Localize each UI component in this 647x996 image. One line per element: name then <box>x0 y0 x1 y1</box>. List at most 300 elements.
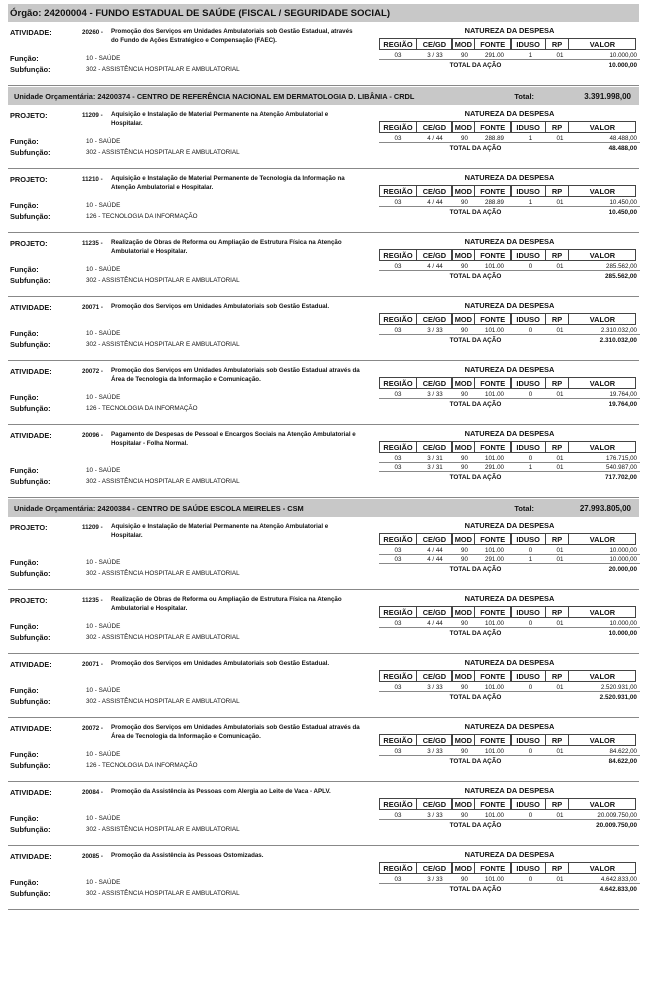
table-row <box>379 555 640 564</box>
col-header-fonte: FONTE <box>474 670 511 682</box>
total-acao-value: 19.764,00 <box>608 401 637 408</box>
cell-regiao: 03 <box>394 875 402 883</box>
action-description: Aquisição e Instalação de Material Permanente na Atenção Ambulatorial e Hospitalar. <box>111 523 329 539</box>
col-header-valor: VALOR <box>568 533 636 545</box>
natureza-despesa-title: NATUREZA DA DESPESA <box>464 594 555 603</box>
cell-valor: 176.715,00 <box>606 454 637 462</box>
col-header-ce-gd: CE/GD <box>416 533 452 545</box>
col-header-ce-gd: CE/GD <box>416 185 452 197</box>
col-header-rp: RP <box>545 441 569 453</box>
col-header-ce-gd: CE/GD <box>416 38 452 50</box>
cell-regiao: 03 <box>394 546 402 554</box>
col-header-ce-gd: CE/GD <box>416 734 452 746</box>
cell-iduso: 1 <box>528 51 533 59</box>
cell-mod: 90 <box>461 619 468 627</box>
subfuncao-value: 302 - ASSISTÊNCIA HOSPITALAR E AMBULATORIAL <box>86 890 240 897</box>
col-header-fonte: FONTE <box>474 862 511 874</box>
col-header-rp: RP <box>545 734 569 746</box>
cell-ce-gd: 3 / 33 <box>427 747 443 755</box>
col-header-iduso: IDUSO <box>511 249 546 261</box>
cell-valor: 10.000,00 <box>609 51 637 59</box>
subfuncao-label: Subfunção: <box>10 276 51 285</box>
table-row <box>379 619 640 628</box>
col-header-regiao: REGIÃO <box>379 606 417 618</box>
funcao-value: 10 - SAÚDE <box>86 330 121 337</box>
uo-total-value: 3.391.998,00 <box>584 91 631 101</box>
col-header-rp: RP <box>545 185 569 197</box>
total-acao-label: TOTAL DA AÇÃO <box>449 145 502 152</box>
expense-table <box>379 236 640 282</box>
col-header-regiao: REGIÃO <box>379 377 417 389</box>
table-header <box>379 798 640 810</box>
cell-valor: 4.642.833,00 <box>600 875 637 883</box>
col-header-iduso: IDUSO <box>511 606 546 618</box>
total-row <box>379 628 640 639</box>
action-description: Promoção dos Serviços em Unidades Ambulatoriais sob Gestão Estadual, através do Fundo de Ações Estratégico e Compensação (FAEC). <box>111 28 353 44</box>
table-header <box>379 862 640 874</box>
cell-fonte: 288.89 <box>485 198 504 206</box>
col-header-mod: MOD <box>452 313 475 325</box>
col-header-mod: MOD <box>452 441 475 453</box>
cell-iduso: 0 <box>528 619 533 627</box>
col-header-ce-gd: CE/GD <box>416 249 452 261</box>
table-row <box>379 747 640 756</box>
col-header-valor: VALOR <box>568 185 636 197</box>
col-header-mod: MOD <box>452 734 475 746</box>
action-type-label: PROJETO: <box>10 111 48 120</box>
col-header-regiao: REGIÃO <box>379 533 417 545</box>
action-type-label: ATIVIDADE: <box>10 303 52 312</box>
cell-fonte: 101.00 <box>485 546 504 554</box>
table-row <box>379 811 640 820</box>
col-header-rp: RP <box>545 862 569 874</box>
cell-mod: 90 <box>461 875 468 883</box>
action-type-label: PROJETO: <box>10 596 48 605</box>
action-description: Promoção dos Serviços em Unidades Ambulatoriais sob Gestão Estadual. <box>111 303 330 310</box>
table-row <box>379 134 640 143</box>
action-description: Realização de Obras de Reforma ou Ampliação de Estrutura Física na Atenção Ambulatorial e Hospitalar. <box>111 239 342 255</box>
cell-valor: 19.764,00 <box>609 390 637 398</box>
total-acao-label: TOTAL DA AÇÃO <box>449 758 502 765</box>
table-header <box>379 313 640 325</box>
total-acao-value: 10.000,00 <box>608 62 637 69</box>
action-code: 11209 - <box>82 524 103 531</box>
col-header-rp: RP <box>545 798 569 810</box>
subfuncao-value: 302 - ASSISTÊNCIA HOSPITALAR E AMBULATORIAL <box>86 478 240 485</box>
cell-rp: 01 <box>556 747 564 755</box>
total-acao-value: 10.000,00 <box>608 630 637 637</box>
cell-mod: 90 <box>461 811 468 819</box>
col-header-rp: RP <box>545 121 569 133</box>
cell-ce-gd: 4 / 44 <box>427 198 443 206</box>
action-block <box>8 105 639 169</box>
col-header-valor: VALOR <box>568 38 636 50</box>
action-block <box>8 654 639 718</box>
cell-fonte: 101.00 <box>485 326 504 334</box>
col-header-mod: MOD <box>452 377 475 389</box>
uo-title: Unidade Orçamentária: 24200374 - CENTRO DE REFERÊNCIA NACIONAL EM DERMATOLOGIA D. LIBÂNIA - CRDL <box>14 91 415 101</box>
col-header-iduso: IDUSO <box>511 670 546 682</box>
total-acao-label: TOTAL DA AÇÃO <box>449 694 502 701</box>
table-row <box>379 463 640 472</box>
cell-regiao: 03 <box>394 747 402 755</box>
cell-iduso: 0 <box>528 262 533 270</box>
orgao-title: Órgão: 24200004 - FUNDO ESTADUAL DE SAÚDE (FISCAL / SEGURIDADE SOCIAL) <box>10 7 391 19</box>
natureza-despesa-title: NATUREZA DA DESPESA <box>464 658 555 667</box>
total-acao-value: 48.488,00 <box>608 145 637 152</box>
action-code: 11210 - <box>82 176 103 183</box>
cell-iduso: 0 <box>528 875 533 883</box>
cell-fonte: 101.00 <box>485 262 504 270</box>
funcao-value: 10 - SAÚDE <box>86 815 121 822</box>
total-acao-value: 10.450,00 <box>608 209 637 216</box>
funcao-label: Função: <box>10 54 39 63</box>
table-header <box>379 533 640 545</box>
col-header-ce-gd: CE/GD <box>416 606 452 618</box>
uo-total-label: Total: <box>514 503 534 513</box>
col-header-iduso: IDUSO <box>511 441 546 453</box>
subfuncao-label: Subfunção: <box>10 477 51 486</box>
cell-fonte: 101.00 <box>485 747 504 755</box>
subfuncao-value: 302 - ASSISTÊNCIA HOSPITALAR E AMBULATORIAL <box>86 698 240 705</box>
action-description: Promoção da Assistência às Pessoas com Alergia ao Leite de Vaca - APLV. <box>111 788 331 795</box>
col-header-fonte: FONTE <box>474 441 511 453</box>
cell-valor: 285.562,00 <box>606 262 637 270</box>
cell-valor: 10.000,00 <box>609 555 637 563</box>
cell-iduso: 1 <box>528 463 533 471</box>
cell-mod: 90 <box>461 390 468 398</box>
cell-valor: 540.987,00 <box>606 463 637 471</box>
cell-valor: 10.450,00 <box>609 198 637 206</box>
funcao-label: Função: <box>10 329 39 338</box>
action-description: Promoção dos Serviços em Unidades Ambulatoriais sob Gestão Estadual. <box>111 660 330 667</box>
cell-regiao: 03 <box>394 811 402 819</box>
table-header <box>379 249 640 261</box>
action-block <box>8 718 639 782</box>
action-block <box>8 22 639 86</box>
natureza-despesa-title: NATUREZA DA DESPESA <box>464 429 555 438</box>
action-code: 20072 - <box>82 725 103 732</box>
funcao-label: Função: <box>10 265 39 274</box>
cell-rp: 01 <box>556 51 564 59</box>
action-block <box>8 782 639 846</box>
cell-ce-gd: 4 / 44 <box>427 134 443 142</box>
col-header-valor: VALOR <box>568 313 636 325</box>
cell-rp: 01 <box>556 811 564 819</box>
total-acao-label: TOTAL DA AÇÃO <box>449 209 502 216</box>
funcao-label: Função: <box>10 393 39 402</box>
total-row <box>379 820 640 831</box>
total-acao-value: 20.000,00 <box>608 566 637 573</box>
cell-mod: 90 <box>461 683 468 691</box>
table-row <box>379 546 640 555</box>
natureza-despesa-title: NATUREZA DA DESPESA <box>464 850 555 859</box>
cell-ce-gd: 3 / 33 <box>427 683 443 691</box>
cell-rp: 01 <box>556 463 564 471</box>
unidade-orcamentaria-header <box>8 499 639 517</box>
cell-regiao: 03 <box>394 555 402 563</box>
col-header-regiao: REGIÃO <box>379 441 417 453</box>
funcao-value: 10 - SAÚDE <box>86 879 121 886</box>
cell-iduso: 0 <box>528 747 533 755</box>
cell-rp: 01 <box>556 390 564 398</box>
total-acao-value: 4.642.833,00 <box>599 886 637 893</box>
funcao-value: 10 - SAÚDE <box>86 202 121 209</box>
cell-fonte: 288.89 <box>485 134 504 142</box>
natureza-despesa-title: NATUREZA DA DESPESA <box>464 109 555 118</box>
funcao-value: 10 - SAÚDE <box>86 623 121 630</box>
action-code: 20084 - <box>82 789 103 796</box>
total-acao-label: TOTAL DA AÇÃO <box>449 474 502 481</box>
cell-iduso: 1 <box>528 555 533 563</box>
col-header-fonte: FONTE <box>474 377 511 389</box>
subfuncao-label: Subfunção: <box>10 404 51 413</box>
total-row <box>379 884 640 895</box>
subfuncao-value: 302 - ASSISTÊNCIA HOSPITALAR E AMBULATORIAL <box>86 66 240 73</box>
subfuncao-label: Subfunção: <box>10 148 51 157</box>
col-header-ce-gd: CE/GD <box>416 798 452 810</box>
table-header <box>379 441 640 453</box>
col-header-regiao: REGIÃO <box>379 185 417 197</box>
total-acao-label: TOTAL DA AÇÃO <box>449 566 502 573</box>
table-header <box>379 38 640 50</box>
action-code: 20260 - <box>82 29 103 36</box>
action-type-label: PROJETO: <box>10 175 48 184</box>
cell-ce-gd: 4 / 44 <box>427 619 443 627</box>
cell-ce-gd: 3 / 33 <box>427 811 443 819</box>
col-header-iduso: IDUSO <box>511 734 546 746</box>
funcao-label: Função: <box>10 878 39 887</box>
col-header-iduso: IDUSO <box>511 862 546 874</box>
expense-table <box>379 721 640 767</box>
action-code: 11209 - <box>82 112 103 119</box>
action-block <box>8 846 639 910</box>
funcao-value: 10 - SAÚDE <box>86 751 121 758</box>
cell-regiao: 03 <box>394 619 402 627</box>
col-header-fonte: FONTE <box>474 313 511 325</box>
col-header-iduso: IDUSO <box>511 533 546 545</box>
cell-valor: 2.520.931,00 <box>600 683 637 691</box>
expense-table <box>379 428 640 483</box>
cell-regiao: 03 <box>394 51 402 59</box>
action-code: 20071 - <box>82 304 103 311</box>
action-description: Promoção dos Serviços em Unidades Ambulatoriais sob Gestão Estadual através da Área de Tecnologia da Informação e Comunicação. <box>111 724 360 740</box>
total-acao-value: 84.622,00 <box>608 758 637 765</box>
subfuncao-value: 302 - ASSISTÊNCIA HOSPITALAR E AMBULATORIAL <box>86 826 240 833</box>
subfuncao-label: Subfunção: <box>10 569 51 578</box>
cell-regiao: 03 <box>394 683 402 691</box>
entries-list <box>8 22 639 910</box>
subfuncao-label: Subfunção: <box>10 340 51 349</box>
col-header-iduso: IDUSO <box>511 121 546 133</box>
col-header-mod: MOD <box>452 38 475 50</box>
action-type-label: PROJETO: <box>10 523 48 532</box>
subfuncao-label: Subfunção: <box>10 697 51 706</box>
subfuncao-value: 302 - ASSISTÊNCIA HOSPITALAR E AMBULATORIAL <box>86 634 240 641</box>
cell-rp: 01 <box>556 262 564 270</box>
subfuncao-value: 302 - ASSISTÊNCIA HOSPITALAR E AMBULATORIAL <box>86 277 240 284</box>
col-header-mod: MOD <box>452 798 475 810</box>
total-acao-label: TOTAL DA AÇÃO <box>449 62 502 69</box>
table-header <box>379 121 640 133</box>
cell-rp: 01 <box>556 683 564 691</box>
col-header-regiao: REGIÃO <box>379 249 417 261</box>
cell-mod: 90 <box>461 51 468 59</box>
col-header-valor: VALOR <box>568 441 636 453</box>
cell-regiao: 03 <box>394 134 402 142</box>
total-row <box>379 271 640 282</box>
cell-fonte: 101.00 <box>485 619 504 627</box>
total-row <box>379 335 640 346</box>
funcao-label: Função: <box>10 201 39 210</box>
cell-mod: 90 <box>461 747 468 755</box>
col-header-fonte: FONTE <box>474 185 511 197</box>
table-header <box>379 670 640 682</box>
natureza-despesa-title: NATUREZA DA DESPESA <box>464 301 555 310</box>
cell-regiao: 03 <box>394 463 402 471</box>
action-block <box>8 425 639 498</box>
table-header <box>379 185 640 197</box>
col-header-rp: RP <box>545 38 569 50</box>
expense-table <box>379 172 640 218</box>
action-code: 11235 - <box>82 240 103 247</box>
cell-regiao: 03 <box>394 454 402 462</box>
table-row <box>379 683 640 692</box>
cell-fonte: 101.00 <box>485 454 504 462</box>
col-header-ce-gd: CE/GD <box>416 670 452 682</box>
natureza-despesa-title: NATUREZA DA DESPESA <box>464 786 555 795</box>
funcao-label: Função: <box>10 814 39 823</box>
subfuncao-label: Subfunção: <box>10 65 51 74</box>
cell-iduso: 0 <box>528 454 533 462</box>
cell-iduso: 0 <box>528 546 533 554</box>
cell-mod: 90 <box>461 326 468 334</box>
cell-fonte: 291.00 <box>485 463 504 471</box>
cell-rp: 01 <box>556 875 564 883</box>
col-header-regiao: REGIÃO <box>379 734 417 746</box>
total-acao-value: 2.310.032,00 <box>599 337 637 344</box>
funcao-value: 10 - SAÚDE <box>86 687 121 694</box>
col-header-fonte: FONTE <box>474 798 511 810</box>
cell-regiao: 03 <box>394 262 402 270</box>
cell-regiao: 03 <box>394 198 402 206</box>
cell-mod: 90 <box>461 134 468 142</box>
cell-ce-gd: 3 / 31 <box>427 454 443 462</box>
cell-iduso: 0 <box>528 390 533 398</box>
cell-iduso: 1 <box>528 134 533 142</box>
expense-table <box>379 364 640 410</box>
action-type-label: ATIVIDADE: <box>10 660 52 669</box>
action-code: 11235 - <box>82 597 103 604</box>
cell-iduso: 0 <box>528 326 533 334</box>
subfuncao-label: Subfunção: <box>10 825 51 834</box>
expense-table <box>379 849 640 895</box>
cell-valor: 10.000,00 <box>609 546 637 554</box>
col-header-mod: MOD <box>452 121 475 133</box>
expense-table <box>379 25 640 71</box>
table-row <box>379 262 640 271</box>
cell-rp: 01 <box>556 619 564 627</box>
col-header-valor: VALOR <box>568 249 636 261</box>
unidade-orcamentaria-header <box>8 87 639 105</box>
subfuncao-value: 126 - TECNOLOGIA DA INFORMAÇÃO <box>86 762 198 769</box>
col-header-fonte: FONTE <box>474 121 511 133</box>
funcao-label: Função: <box>10 137 39 146</box>
subfuncao-label: Subfunção: <box>10 889 51 898</box>
col-header-valor: VALOR <box>568 670 636 682</box>
action-block <box>8 169 639 233</box>
cell-valor: 2.310.032,00 <box>600 326 637 334</box>
cell-fonte: 101.00 <box>485 683 504 691</box>
natureza-despesa-title: NATUREZA DA DESPESA <box>464 365 555 374</box>
table-row <box>379 454 640 463</box>
col-header-regiao: REGIÃO <box>379 313 417 325</box>
total-row <box>379 472 640 483</box>
cell-ce-gd: 4 / 44 <box>427 555 443 563</box>
table-row <box>379 51 640 60</box>
col-header-mod: MOD <box>452 862 475 874</box>
col-header-valor: VALOR <box>568 734 636 746</box>
total-row <box>379 692 640 703</box>
total-row <box>379 399 640 410</box>
action-block <box>8 361 639 425</box>
orgao-header <box>8 4 639 22</box>
col-header-regiao: REGIÃO <box>379 862 417 874</box>
cell-ce-gd: 4 / 44 <box>427 546 443 554</box>
cell-valor: 10.000,00 <box>609 619 637 627</box>
table-header <box>379 606 640 618</box>
cell-fonte: 101.00 <box>485 875 504 883</box>
total-row <box>379 564 640 575</box>
action-type-label: ATIVIDADE: <box>10 367 52 376</box>
cell-mod: 90 <box>461 463 468 471</box>
cell-iduso: 0 <box>528 683 533 691</box>
cell-fonte: 291.00 <box>485 51 504 59</box>
cell-rp: 01 <box>556 555 564 563</box>
col-header-ce-gd: CE/GD <box>416 313 452 325</box>
cell-regiao: 03 <box>394 326 402 334</box>
natureza-despesa-title: NATUREZA DA DESPESA <box>464 722 555 731</box>
total-acao-value: 2.520.931,00 <box>599 694 637 701</box>
total-acao-value: 20.009.750,00 <box>596 822 637 829</box>
expense-table <box>379 300 640 346</box>
col-header-rp: RP <box>545 670 569 682</box>
funcao-value: 10 - SAÚDE <box>86 394 121 401</box>
expense-table <box>379 520 640 575</box>
action-block <box>8 590 639 654</box>
cell-rp: 01 <box>556 546 564 554</box>
uo-total-label: Total: <box>514 91 534 101</box>
col-header-fonte: FONTE <box>474 734 511 746</box>
cell-valor: 20.009.750,00 <box>597 811 637 819</box>
expense-table <box>379 657 640 703</box>
cell-rp: 01 <box>556 326 564 334</box>
table-row <box>379 326 640 335</box>
action-type-label: ATIVIDADE: <box>10 28 52 37</box>
col-header-iduso: IDUSO <box>511 377 546 389</box>
subfuncao-value: 302 - ASSISTÊNCIA HOSPITALAR E AMBULATORIAL <box>86 570 240 577</box>
col-header-mod: MOD <box>452 185 475 197</box>
funcao-value: 10 - SAÚDE <box>86 266 121 273</box>
col-header-regiao: REGIÃO <box>379 121 417 133</box>
col-header-rp: RP <box>545 313 569 325</box>
natureza-despesa-title: NATUREZA DA DESPESA <box>464 173 555 182</box>
table-row <box>379 198 640 207</box>
cell-mod: 90 <box>461 546 468 554</box>
expense-table <box>379 785 640 831</box>
action-code: 20085 - <box>82 853 103 860</box>
col-header-regiao: REGIÃO <box>379 670 417 682</box>
